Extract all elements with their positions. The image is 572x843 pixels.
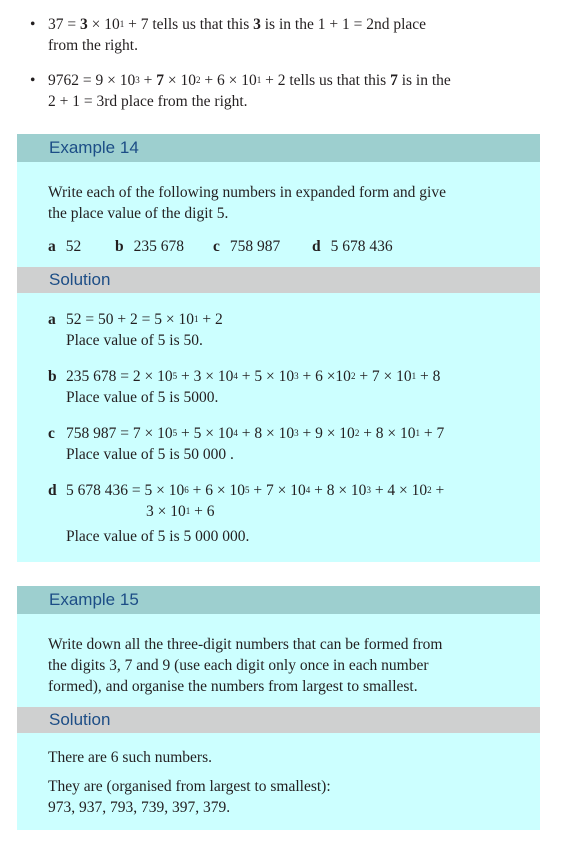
solution-label: a [48,311,56,328]
solution-place-value: Place value of 5 is 5 000 000. [66,528,250,545]
bullet-item-2 [30,70,550,112]
solution-c [48,423,540,465]
part-a: a 52 [48,238,82,255]
question-line-2: the digits 3, 7 and 9 (use each digit only once in each number [48,657,429,674]
part-d: d 5 678 436 [312,238,393,255]
answer-line-3: 973, 937, 793, 739, 397, 379. [48,799,231,816]
bullet-1-line-2: from the right. [48,37,138,54]
bullet-dot: • [30,16,36,33]
bullet-2-line-1: $9762 = 9 \times 10^3 + 7 \times 10^2 + 6 \times 10^1 + 2$ tells us that this 7 is in the [48,72,451,89]
example-14-solution-heading: Solution [17,267,540,293]
example-14-heading: Example 14 [17,134,540,162]
solution-label: c [48,425,55,442]
solution-equation: $52 = 50 + 2 = 5 \times 10^1 + 2$ [66,311,223,328]
bullet-dot: • [30,72,36,89]
example-14-solution [17,293,540,547]
example-14-question [17,162,540,257]
answer-line-2: They are (organised from largest to smallest): [48,778,331,795]
question-line-1: Write down all the three-digit numbers that can be formed from [48,636,443,653]
bullet-item-1 [30,14,550,56]
part-b: b 235 678 [115,238,184,255]
question-line-3: formed), and organise the numbers from largest to smallest. [48,678,418,695]
question-parts [48,236,540,257]
example-15-heading: Example 15 [17,586,540,614]
example-15-solution [17,733,540,818]
answer-line-1: There are 6 such numbers. [48,749,212,766]
example-15-question [17,614,540,697]
solution-equation: 5 678 $436 = 5 \times 10^6 + 6 \times 10^5 + 7 \times 10^4 + 8 \times 10^3 + 4 \times 10^2$ + [66,482,445,499]
solution-a [48,309,540,351]
solution-place-value: Place value of 5 is 5000. [66,389,219,406]
example-14-box [17,134,540,562]
part-c: c 758 987 [213,238,281,255]
question-line-1: Write each of the following numbers in expanded form and give [48,184,446,201]
solution-d [48,480,540,547]
bullet-1-line-1: $37 = 3 \times 10^1 + 7$ tells us that this 3 is in the 1 + 1 = 2nd place [48,16,427,33]
example-15-solution-heading: Solution [17,707,540,733]
solution-b [48,366,540,408]
solution-equation: 235 $678 = 2 \times 10^5 + 3 \times 10^4 + 5 \times 10^3 + 6 \times 10^2 + 7 \times 10^1 + 8$ [66,368,441,385]
solution-place-value: Place value of 5 is 50 000 . [66,446,234,463]
example-15-box [17,586,540,830]
question-line-2: the place value of the digit 5. [48,205,229,222]
bullet-2-line-2: 2 + 1 = 3rd place from the right. [48,93,248,110]
solution-equation-continued: $3 \times 10^1 + 6$ [146,503,215,520]
solution-label: b [48,368,57,385]
bullet-list [30,14,550,126]
solution-label: d [48,482,57,499]
solution-equation: 758 $987 = 7 \times 10^5 + 5 \times 10^4 + 8 \times 10^3 + 9 \times 10^2 + 8 \times 10^1 + 7$ [66,425,445,442]
solution-place-value: Place value of 5 is 50. [66,332,203,349]
